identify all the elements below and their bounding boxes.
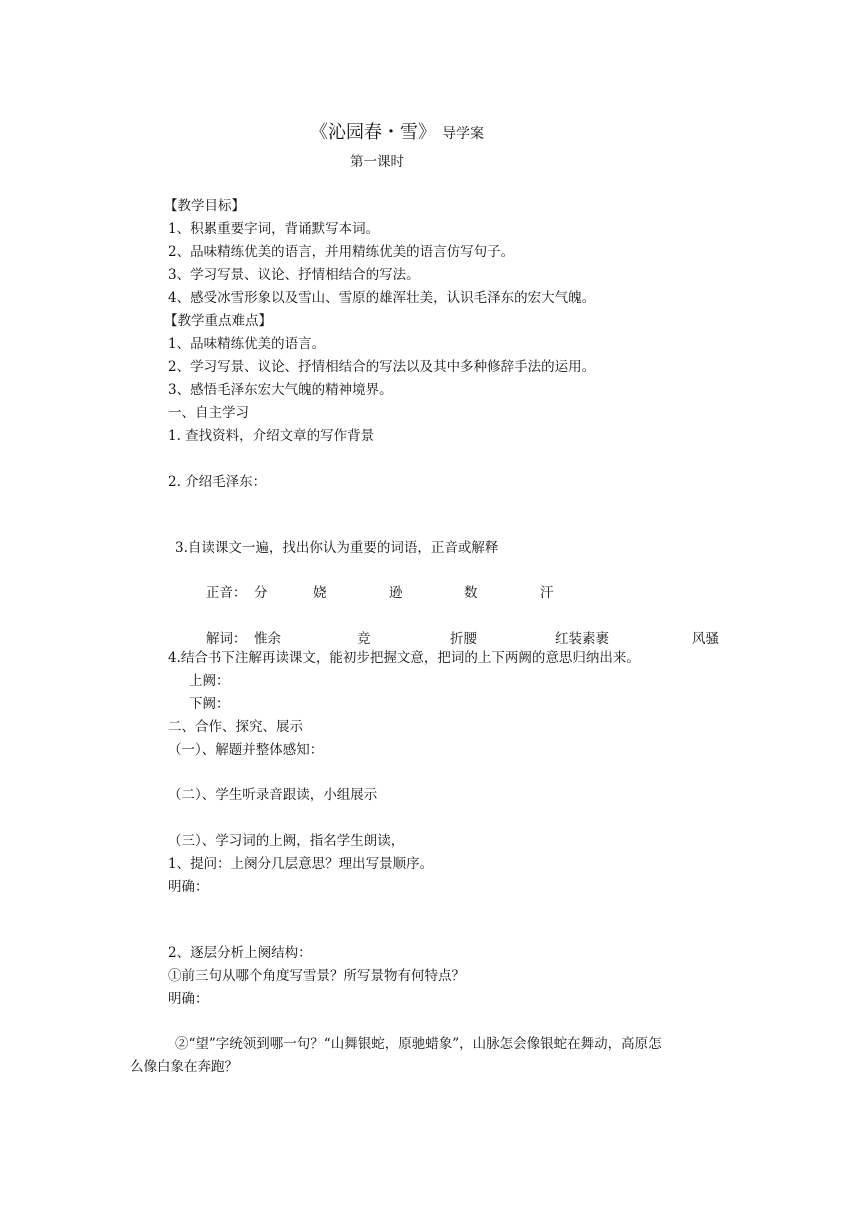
key-item: 2、学习写景、议论、抒情相结合的写法以及其中多种修辞手法的运用。 <box>168 359 596 375</box>
section-heading: 二、合作、探究、展示 <box>168 719 303 735</box>
expl-word: 惟余 <box>254 631 281 647</box>
section-heading: 一、自主学习 <box>168 405 249 421</box>
pron-word: 汗 <box>540 585 554 601</box>
title-main: 《沁园春・雪》 <box>310 122 436 143</box>
answer-label: 下阙： <box>189 696 230 712</box>
subsection-heading: （一）、解题并整体感知： <box>168 742 324 758</box>
question: 2. 介绍毛泽东： <box>168 474 267 490</box>
expl-word: 竞 <box>357 631 371 647</box>
goal-item: 4、感受冰雪形象以及雪山、雪原的雄浑壮美，认识毛泽东的宏大气魄。 <box>168 290 596 306</box>
pron-word: 逊 <box>389 585 403 601</box>
answer-label: 上阙： <box>189 673 230 689</box>
subsection-heading: （二）、学生听录音跟读，小组展示 <box>168 787 378 803</box>
expl-word: 折腰 <box>450 631 477 647</box>
title-suffix: 导学案 <box>442 126 484 142</box>
key-header: 【教学重点难点】 <box>164 313 272 329</box>
pron-word: 数 <box>464 585 478 601</box>
question: ①前三句从哪个角度写雪景？所写景物有何特点？ <box>168 968 465 984</box>
key-item: 3、感悟毛泽东宏大气魄的精神境界。 <box>168 382 393 398</box>
question: 2、逐层分析上阕结构： <box>168 945 312 961</box>
answer-label: 明确： <box>168 879 209 895</box>
goal-item: 2、品味精练优美的语言，并用精练优美的语言仿写句子。 <box>168 244 515 260</box>
question: ②“望”字统领到哪一句？“山舞银蛇，原驰蜡象”，山脉怎会像银蛇在舞动，高原怎 <box>175 1036 662 1052</box>
goal-item: 3、学习写景、议论、抒情相结合的写法。 <box>168 267 420 283</box>
pron-label: 正音： <box>206 585 247 601</box>
document-title <box>310 118 484 144</box>
question: 3.自读课文一遍，找出你认为重要的词语，正音或解释 <box>175 540 499 556</box>
goals-header: 【教学目标】 <box>164 198 245 214</box>
document-subtitle: 第一课时 <box>350 154 404 170</box>
question: 1、提问：上阕分几层意思？理出写景顺序。 <box>168 856 434 872</box>
question: 4.结合书下注解再读课文，能初步把握文意，把词的上下两阙的意思归纳出来。 <box>168 650 640 666</box>
expl-label: 解词： <box>206 631 247 647</box>
goal-item: 1、积累重要字词，背诵默写本词。 <box>168 221 380 237</box>
answer-label: 明确： <box>168 991 209 1007</box>
expl-word: 红装素裹 <box>555 631 609 647</box>
expl-word: 风骚 <box>692 631 719 647</box>
key-item: 1、品味精练优美的语言。 <box>168 336 326 352</box>
subsection-heading: （三）、学习词的上阙，指名学生朗读， <box>168 833 405 849</box>
pron-word: 分 <box>254 585 268 601</box>
pron-word: 娆 <box>313 585 327 601</box>
question: 1. 查找资料，介绍文章的写作背景 <box>168 428 375 444</box>
question: 么像白象在奔跑？ <box>130 1059 238 1075</box>
